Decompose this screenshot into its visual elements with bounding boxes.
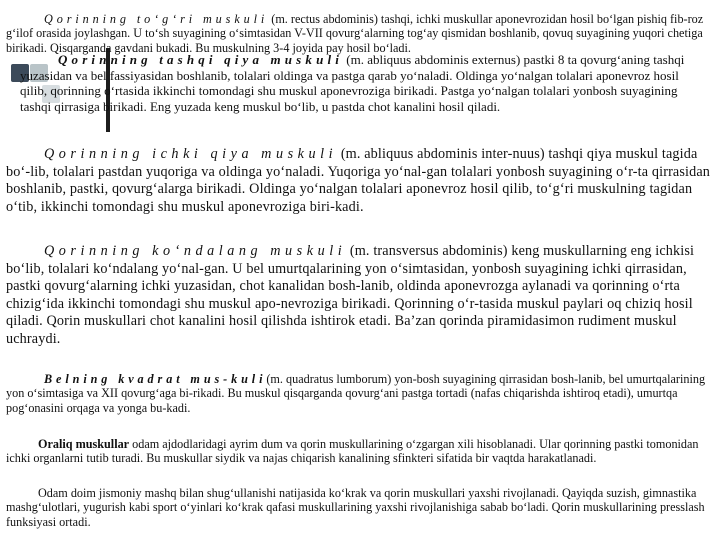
text-internal-oblique: (m. abliquus abdominis inter-nuus) tashqi qiya muskul tagida bo‘-lib, tolalari pastdan yuqoriga va oldinga yo‘naladi. Yuqoriga yo‘nal-gan tolalari yonbosh suyagining o‘r-ta qirrasidan boshlanib, pastki, qovurg‘alarga birikadi. Oldinga yo‘nalgan tolalari aponevroz hosil qilib, to‘g‘ri muskulning tagidan o‘tib, ikkinchi tomondagi shu muskul aponevroziga biri-kadi. — [6, 146, 711, 215]
paragraph-transversus-abdominis — [6, 243, 712, 349]
term-rectus-abdominis: Qorinning to‘g‘ri muskuli — [44, 12, 269, 26]
term-external-oblique: Qorinning tashqi qiya muskuli — [58, 52, 343, 67]
paragraph-rectus-abdominis — [6, 12, 714, 55]
paragraph-external-oblique — [20, 52, 692, 114]
term-perineal-muscles: Oraliq muskullar — [38, 437, 130, 451]
paragraph-exercise — [6, 486, 714, 529]
term-transversus-abdominis: Qorinning ko‘ndalang muskuli — [44, 243, 347, 259]
text-rectus-abdominis: (m. rectus abdominis) tashqi, ichki muskullar aponevrozidan hosil bo‘lgan pishiq fib-roz g‘ilof orasida joylashgan. U to‘sh suyagining o‘simtasidan V-VII qovurg‘alarning tog‘ay qismidan boshlanib, qovuq suyagining yuqori chetiga birikadi. Qisqarganda gavdani bukadi. Bu muskulning 3-4 joyida pay hosil bo‘ladi. — [6, 12, 704, 55]
term-quadratus-lumborum: Belning kvadrat mus-kuli — [44, 372, 267, 386]
paragraph-internal-oblique — [6, 146, 712, 216]
text-quadratus-lumborum: (m. quadratus lumborum) yon-bosh suyagining qirrasidan bosh-lanib, bel umurtqalarining yon o‘simtasiga va XII qovurg‘aga bi-rikadi. Bu muskul qisqarganda qovurg‘ani pastga tortadi (nafas chiqarishda ishtiroq etadi), umurtqa pog‘onasini orqaga va yonga bu-kadi. — [6, 372, 706, 415]
paragraph-quadratus-lumborum — [6, 372, 714, 415]
text-exercise: Odam doim jismoniy mashq bilan shug‘ullanishi natijasida ko‘krak va qorin muskullari yaxshi rivojlanadi. Qayiqda suzish, gimnastika mashg‘ulotlari, yugurish kabi sport o‘yinlari ko‘krak qafasi muskullarining yaxshi rivojlanishiga sabab bo‘ladi. Qorin muskullarining presslash funksiyasi ortadi. — [6, 486, 705, 529]
paragraph-perineal-muscles — [6, 437, 714, 466]
text-external-oblique: (m. abliquus abdominis externus) pastki 8 ta qovurg‘aning tashqi yuzasidan va bel fassiyasidan boshlanib, tolalari oldinga va pastga qarab yo‘naladi. Oldinga yo‘nalgan tolalari aponevroz hosil qilib, qorinning o‘rtasida ikkinchi tomondagi shu muskul aponevroziga birikadi. Pastga yo‘nalgan tolalari yonbosh suyagining tashqi qirrasiga birikadi. Eng yuzada keng muskul bo‘lib, u pastda chot kanalini hosil qiladi. — [20, 52, 685, 114]
text-perineal-muscles: odam ajdodlaridagi ayrim dum va qorin muskullarining o‘zgargan xili hisoblanadi. Ular qorinning pastki tomonidan ichki organlarni tutib turadi. Bu muskullar siydik va najas chiqarish kanalining sfinkteri sifatida bir vaqtda harakatlanadi. — [6, 437, 699, 466]
text-transversus-abdominis: (m. transversus abdominis) keng muskullarning eng ichkisi bo‘lib, tolalari ko‘ndalang yo‘nal-gan. U bel umurtqalarining yon o‘simtasidan, yonbosh suyagining ichki qirrasidan, pastki qovurg‘alarning ichki yuzasidan, chot kanalidan bosh-lanib, oldinda aponevrozga aylanadi va qorinning o‘rta chizig‘ida ikkinchi tomondagi shu muskul apo-nevroziga birikadi. Qorinning o‘r-tasida muskul paylari oq chiziq hosil qiladi. Qorin muskullari chot kanalini hosil qilishda ishtirok etadi. Ba’zan qorinda piramidasimon rudiment muskul uchraydi. — [6, 243, 695, 347]
term-internal-oblique: Qorinning ichki qiya muskuli — [44, 146, 338, 162]
